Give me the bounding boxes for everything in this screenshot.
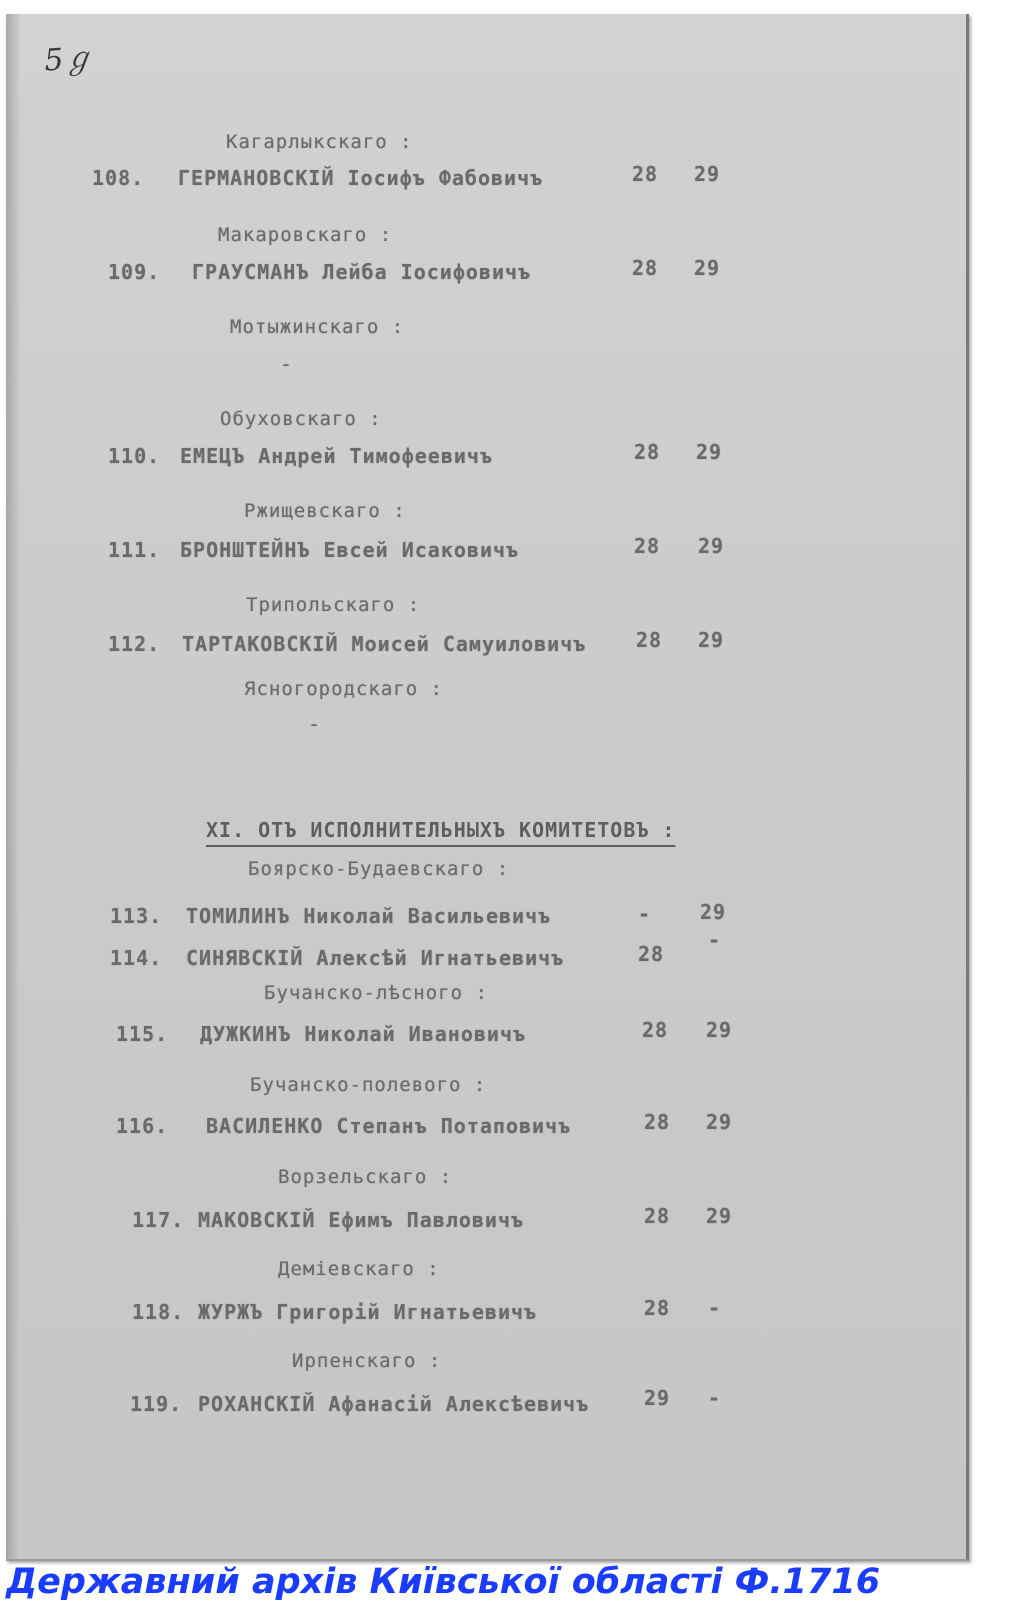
vote-28: 28 [634,440,661,464]
entry-name: ГРАУСМАНЪ Лейба Iосифовичъ [192,260,532,284]
entry-number: 115. [116,1022,169,1046]
entry-name: ВАСИЛЕНКО Степанъ Потаповичъ [206,1114,572,1138]
district-heading: Бучанско-лѣсного : [264,982,488,1004]
entry-number: 112. [108,632,161,656]
vote-28: 28 [632,256,659,280]
entry-number: 116. [116,1114,169,1138]
vote-28: 28 [636,628,663,652]
vote-28: - [638,902,652,926]
entry-name: СИНЯВСКIЙ Алексѣй Игнатьевичъ [186,946,565,970]
vote-29: 29 [706,1204,733,1228]
folio-number: 5ℊ [43,40,95,79]
vote-28: 28 [644,1296,671,1320]
vote-29: 29 [694,256,721,280]
entry-name: РОХАНСКIЙ Афанасiй Алексѣевичъ [198,1392,590,1416]
entry-number: 108. [92,166,145,190]
district-heading: Ворзельскаго : [278,1166,453,1188]
entry-name: ЖУРЖЪ Григорiй Игнатьевичъ [198,1300,538,1324]
vote-29: 29 [706,1110,733,1134]
district-heading: Боярско-Будаевскаго : [248,858,510,880]
district-heading: Трипольскаго : [246,594,421,616]
vote-28: 28 [644,1110,671,1134]
vote-29: - [708,1386,722,1410]
district-heading: Мотыжинскаго : [230,316,405,338]
vote-29: 29 [698,534,725,558]
district-heading: Кагарлыкскаго : [226,131,413,153]
vote-29: 29 [696,440,723,464]
entry-number: 114. [110,946,163,970]
entry-number: 113. [110,904,163,928]
district-heading: Ясногородскаго : [244,678,444,700]
vote-28: 28 [632,162,659,186]
vote-28: 28 [644,1204,671,1228]
vote-28: 28 [634,534,661,558]
entry-name: ДУЖКИНЪ Николай Ивановичъ [200,1022,527,1046]
vote-29: - [708,928,722,952]
vote-28: 28 [638,942,665,966]
district-heading: Макаровскаго : [218,224,393,246]
entry-name: ЕМЕЦЪ Андрей Тимофеевичъ [180,444,493,468]
empty-dash: - [280,352,294,376]
vote-29: 29 [698,628,725,652]
district-heading: Ржищевскаго : [244,500,406,522]
entry-name: МАКОВСКIЙ Ефимъ Павловичъ [198,1208,525,1232]
district-heading: Бучанско-полевого : [250,1074,487,1096]
document-page [6,14,969,1561]
empty-dash: - [308,712,322,736]
entry-name: БРОНШТЕЙНЪ Евсей Исаковичъ [180,538,520,562]
entry-name: ТОМИЛИНЪ Николай Васильевичъ [186,904,552,928]
entry-number: 111. [108,538,161,562]
entry-number: 118. [132,1300,185,1324]
district-heading: Ирпенскаго : [292,1350,442,1372]
vote-28: 28 [642,1018,669,1042]
entry-name: ТАРТАКОВСКIЙ Моисей Самуиловичъ [182,632,587,656]
entry-number: 110. [108,444,161,468]
vote-29: 29 [694,162,721,186]
entry-number: 119. [130,1392,183,1416]
vote-28: 29 [644,1386,671,1410]
entry-name: ГЕРМАНОВСКIЙ Iосифъ Фабовичъ [178,166,544,190]
entry-number: 109. [108,260,161,284]
vote-29: 29 [706,1018,733,1042]
district-heading: Демiевскаго : [278,1258,440,1280]
archive-caption: Державний архів Київської області Ф.1716 [6,1562,881,1602]
entry-number: 117. [132,1208,185,1232]
section-heading: XI. ОТЪ ИСПОЛНИТЕЛЬНЫХЪ КОМИТЕТОВЪ : [206,818,676,842]
vote-29: - [708,1296,722,1320]
district-heading: Обуховскаго : [220,408,382,430]
vote-29: 29 [700,900,727,924]
